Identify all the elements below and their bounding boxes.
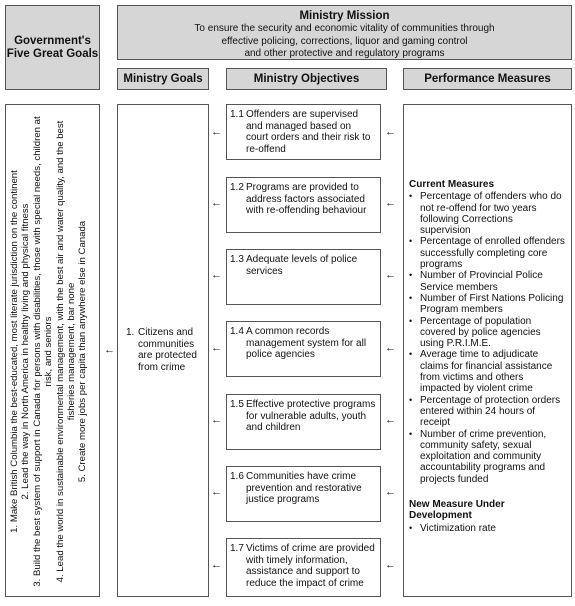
arrow-left-icon: ←	[385, 269, 396, 281]
list-item: • Percentage of protection orders entered within 24 hours of receipt	[409, 394, 561, 429]
arrow-left-icon: ←	[211, 126, 222, 138]
new-measure-title: New Measure Under Development	[409, 499, 505, 522]
list-item: • Number of crime prevention, community safety, sexual exploitation and community accountability programs and projects funded	[409, 428, 547, 485]
bullet-icon: •	[409, 292, 413, 303]
gov-header-line-2: Five Great Goals	[6, 47, 99, 60]
list-item: • Average time to adjudicate claims for financial assistance from victims and others impacted by violent crime	[409, 349, 553, 395]
arrow-left-icon: ←	[211, 197, 222, 209]
bullet-icon: •	[409, 428, 413, 439]
arrow-left-icon: ←	[385, 197, 396, 209]
current-measures-title: Current Measures	[409, 179, 495, 190]
arrow-left-icon: ←	[385, 414, 396, 426]
objective-text: Communities have crime prevention and restorative justice programs	[246, 471, 362, 505]
mission-line-3: and other protective and regulatory programs	[244, 48, 445, 59]
arrow-left-icon: ←	[211, 559, 222, 571]
gov-goal-2: 2. Lead the way in North America in healthy living and physical fitness	[20, 203, 32, 500]
ministry-objectives-header: Ministry Objectives	[226, 68, 387, 90]
bullet-icon: •	[409, 522, 413, 533]
bullet-icon: •	[409, 394, 413, 405]
arrow-left-icon: ←	[385, 486, 396, 498]
bullet-icon: •	[409, 236, 413, 247]
objective-number: 1.4	[230, 326, 244, 337]
bullet-icon: •	[409, 191, 413, 202]
government-goals-header	[5, 5, 100, 90]
objective-1-1	[226, 104, 381, 160]
performance-measures-column	[403, 104, 572, 597]
arrow-left-icon: ←	[385, 126, 396, 138]
objective-text: Programs are provided to address factors associated with re-offending behaviour	[246, 182, 367, 216]
objective-text: A common records management system for all police agencies	[246, 326, 367, 360]
list-item: • Percentage of population covered by police agencies using P.R.I.M.E.	[409, 315, 541, 350]
bullet-icon: •	[409, 270, 413, 281]
arrow-left-icon: ←	[385, 342, 396, 354]
list-item: • Number of Provincial Police Service members	[409, 270, 543, 293]
arrow-left-icon: ←	[211, 342, 222, 354]
gov-goal-1: 1. Make British Columbia the best-educated, most literate jurisdiction on the continent	[9, 170, 20, 533]
objective-1-3	[226, 249, 381, 305]
ministry-mission-box	[117, 5, 572, 60]
ministry-goal-text: Citizens and communities are protected from crime	[138, 327, 197, 373]
ministry-goals-header: Ministry Goals	[117, 68, 209, 90]
bullet-icon: •	[409, 349, 413, 360]
objective-text: Offenders are supervised and managed based on court orders and their risk to re-offend	[246, 109, 371, 155]
ministry-goals-column	[117, 104, 209, 597]
objective-number: 1.5	[230, 399, 244, 410]
arrow-left-icon: ←	[385, 559, 396, 571]
objective-number: 1.2	[230, 182, 244, 193]
arrow-left-icon: ←	[104, 344, 115, 356]
objective-text: Effective protective programs for vulnerable adults, youth and children	[246, 399, 376, 433]
objective-1-6	[226, 466, 381, 522]
gov-goal-3: 3. Build the best system of support in Canada for persons with disabilities, those with special needs, children at risk, and seniors	[31, 116, 55, 587]
mission-line-1: To ensure the security and economic vitality of communities through	[194, 23, 495, 34]
bullet-icon: •	[409, 315, 413, 326]
government-goals-list	[5, 104, 100, 597]
objective-1-5	[226, 394, 381, 450]
current-measures-list	[409, 191, 565, 485]
gov-goal-5: 5. Create more jobs per capita than anywhere else in Canada	[77, 220, 89, 483]
objective-1-2	[226, 177, 381, 233]
gov-header-line-1: Government's	[14, 34, 91, 47]
objective-number: 1.1	[230, 109, 244, 120]
mission-title: Ministry Mission	[299, 10, 390, 22]
new-measures-list	[409, 523, 565, 534]
list-item: • Percentage of enrolled offenders successfully completing core programs	[409, 236, 565, 271]
list-item: • Percentage of offenders who do not re-offend for two years following Corrections supervision	[409, 191, 562, 237]
ministry-goal-number: 1.	[126, 327, 135, 338]
objective-1-7	[226, 538, 381, 597]
arrow-left-icon: ←	[211, 269, 222, 281]
list-item: • Victimization rate	[409, 522, 496, 534]
arrow-left-icon: ←	[211, 414, 222, 426]
objective-number: 1.6	[230, 471, 244, 482]
objective-text: Victims of crime are provided with timely information, assistance and support to reduce the impact of crime	[246, 543, 375, 589]
mission-line-2: effective policing, corrections, liquor and gaming control	[221, 35, 468, 47]
ministry-goal-1	[126, 327, 206, 373]
objective-number: 1.7	[230, 543, 244, 554]
list-item: • Number of First Nations Policing Program members	[409, 292, 564, 316]
performance-measures-header: Performance Measures	[403, 68, 572, 90]
gov-goal-4: 4. Lead the world in sustainable environmental management, with the best air and water quality, and the best fisheries management, bar none	[54, 120, 78, 583]
arrow-left-icon: ←	[211, 486, 222, 498]
objective-number: 1.3	[230, 254, 244, 265]
objective-1-4	[226, 321, 381, 377]
objective-text: Adequate levels of police services	[246, 254, 358, 277]
